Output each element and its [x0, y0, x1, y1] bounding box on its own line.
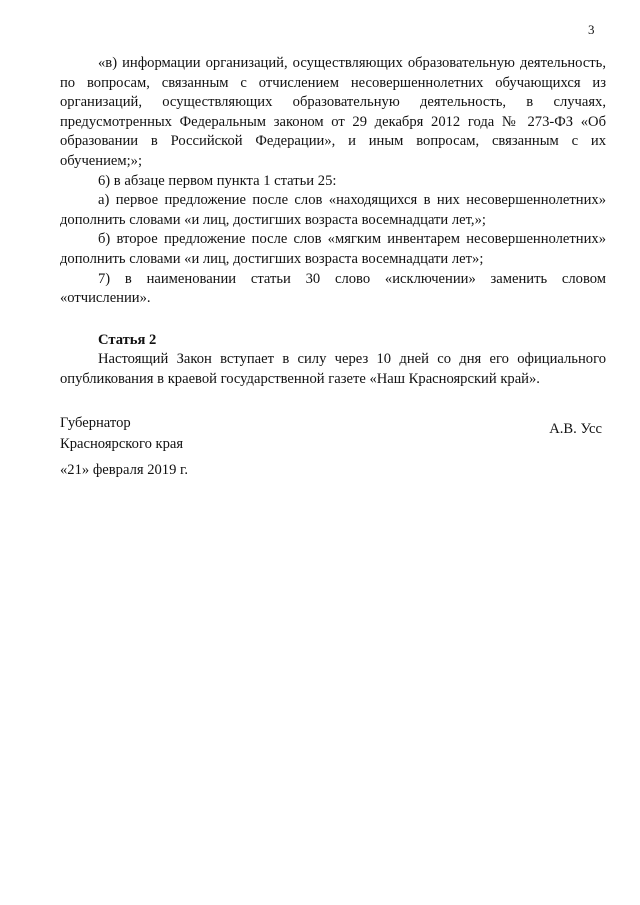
- signing-date: «21» февраля 2019 г.: [60, 462, 189, 478]
- paragraph-item-6: 6) в абзаце первом пункта 1 статьи 25:: [98, 172, 337, 189]
- article-2-title: Статья 2: [98, 331, 157, 348]
- signature-block: [60, 413, 606, 455]
- paragraph-item-v: «в) информации организаций, осуществляющих образовательную деятельность, по вопросам, связанным с отчислением несовершеннолетних обучающихся из организаций, осуществляющих образовательную деятельность, в случаях, предусмотренных Федеральным законом от 29 декабря 2012 года № 273-ФЗ «Об образовании в Российской Федерации», и иным вопросам, связанным с их обучением;»;: [60, 55, 606, 169]
- article-2-text: Настоящий Закон вступает в силу через 10 дней со дня его официального опубликования в краевой государственной газете «Наш Красноярский край».: [60, 351, 606, 387]
- signer-position-line1: Губернатор: [60, 415, 131, 431]
- page-number: 3: [588, 22, 595, 37]
- signer-name: А.В. Усс: [549, 421, 602, 437]
- signer-position: [60, 413, 183, 455]
- signer-position-line2: Красноярского края: [60, 436, 184, 452]
- paragraph-item-7: 7) в наименовании статьи 30 слово «исключении» заменить словом «отчислении».: [60, 270, 606, 307]
- document-body: [60, 54, 606, 390]
- paragraph-item-6b: б) второе предложение после слов «мягким инвентарем несовершеннолетних» дополнить словами «и лиц, достигших возраста восемнадцати лет»;: [60, 231, 606, 267]
- paragraph-item-6a: а) первое предложение после слов «находящихся в них несовершеннолетних» дополнить словами «и лиц, достигших возраста восемнадцати лет,»;: [60, 192, 606, 228]
